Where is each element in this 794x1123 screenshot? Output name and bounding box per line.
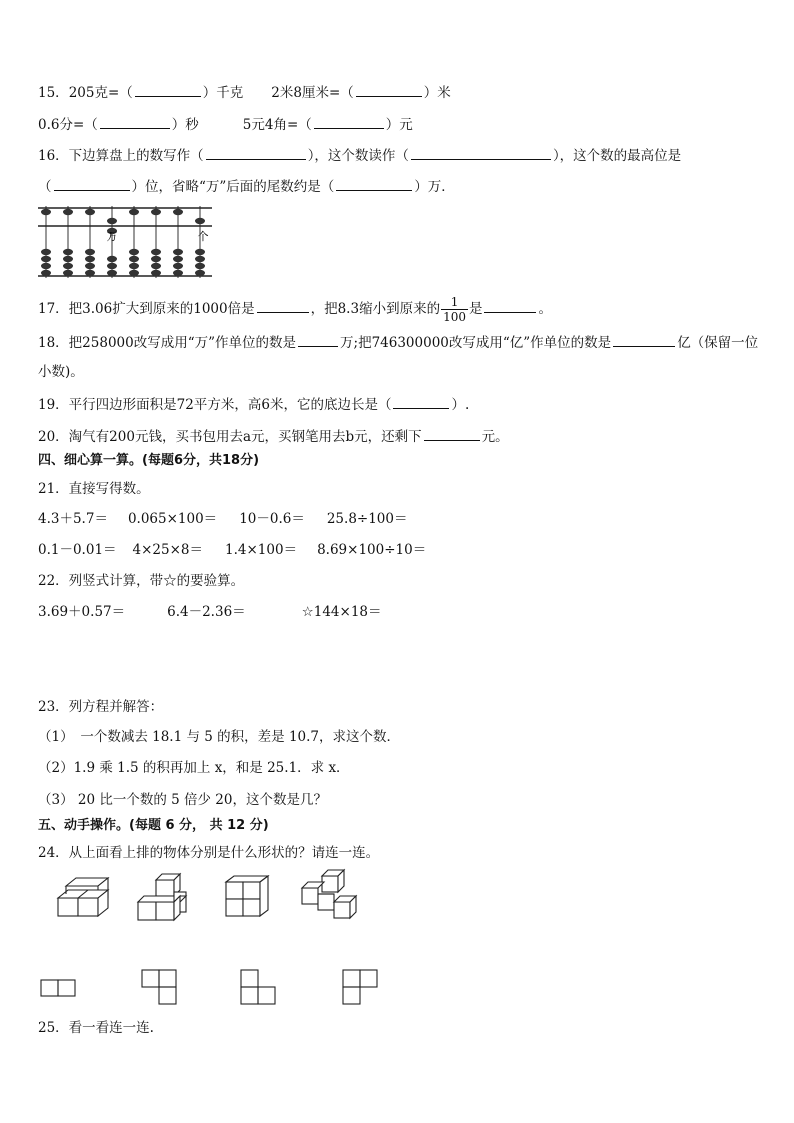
cube-object-2 [138, 874, 186, 920]
q22-row [38, 602, 382, 622]
q23-item-1: （1） 一个数减去 18.1 与 5 的积，差是 10.7，求这个数． [38, 729, 401, 745]
answer-blank[interactable] [356, 82, 422, 97]
q20-line [38, 426, 509, 447]
abacus-bead [129, 270, 139, 276]
abacus-bead [195, 270, 205, 276]
abacus-bead [107, 270, 117, 276]
calc-item: 3.69＋0.57＝ [38, 604, 126, 620]
q15-a-suffix: ）千克 [202, 85, 244, 101]
calc-item: 6.4－2.36＝ [167, 604, 246, 620]
abacus-bead [107, 218, 117, 224]
abacus-bead [129, 209, 139, 215]
abacus-bead [151, 263, 161, 269]
abacus-bead [173, 263, 183, 269]
answer-blank[interactable] [314, 114, 384, 129]
q16-line1 [38, 145, 681, 166]
top-view-shapes-row [38, 966, 382, 1008]
abacus-bead [129, 256, 139, 262]
answer-blank[interactable] [54, 176, 130, 191]
abacus-bead [41, 263, 51, 269]
q18-suffix: 亿（保留一位 [677, 335, 759, 351]
cube-object-3 [226, 876, 268, 916]
q25-title: 25．看一看连一连. [38, 1020, 154, 1036]
abacus-bead [85, 270, 95, 276]
answer-blank[interactable] [424, 426, 480, 441]
top-view-shape-3 [241, 970, 275, 1004]
q15-b-prefix: 2米8厘米=（ [271, 85, 354, 101]
abacus-label-ge: 个 [197, 230, 209, 243]
abacus-bead [85, 256, 95, 262]
answer-blank[interactable] [298, 332, 338, 347]
calc-item: 0.065×100＝ [127, 511, 218, 527]
abacus-bead [85, 249, 95, 255]
abacus-bead [173, 256, 183, 262]
answer-blank[interactable] [613, 332, 675, 347]
abacus-bead [63, 249, 73, 255]
answer-blank[interactable] [336, 176, 412, 191]
abacus-bead [107, 263, 117, 269]
q15-d-prefix: 5元4角=（ [242, 117, 312, 133]
answer-blank[interactable] [484, 298, 536, 313]
calc-item: 10－0.6＝ [239, 511, 305, 527]
fraction-numerator: 1 [450, 295, 459, 309]
abacus-bead [173, 270, 183, 276]
q16-l2-middle: ）位，省略“万”后面的尾数约是（ [131, 179, 335, 195]
q17-suffix-b: 。 [538, 301, 552, 317]
fraction-one-hundredth [441, 295, 468, 324]
answer-blank[interactable] [135, 82, 201, 97]
q15-c-prefix: 0.6分=（ [38, 117, 98, 133]
cube-object-1 [58, 878, 108, 916]
fraction-denominator: 100 [443, 310, 466, 324]
abacus-bead [129, 249, 139, 255]
cube-object-4 [302, 870, 356, 918]
answer-blank[interactable] [393, 394, 449, 409]
q18-prefix: 18．把258000改写成用“万”作单位的数是 [38, 335, 297, 351]
calc-item: 4×25×8＝ [132, 542, 204, 558]
section-four-heading: 四、细心算一算。(每题6分，共18分) [38, 453, 260, 468]
top-view-shape-2 [142, 970, 176, 1004]
abacus-bead [41, 256, 51, 262]
q21-row1 [38, 509, 407, 529]
abacus-bead [173, 249, 183, 255]
abacus-bead [85, 209, 95, 215]
q23-item-2: （2）1.9 乘 1.5 的积再加上 x，和是 25.1．求 x． [38, 760, 350, 776]
abacus-bead [195, 249, 205, 255]
q24-title: 24．从上面看上排的物体分别是什么形状的？请连一连。 [38, 845, 380, 861]
q17-line [38, 292, 552, 328]
q19-suffix: ）. [451, 397, 470, 413]
abacus-label-wan: 万 [106, 230, 118, 243]
abacus-bead [195, 256, 205, 262]
q15-b-suffix: ）米 [423, 85, 451, 101]
q15-a-prefix: 205克=（ [68, 85, 133, 101]
abacus-bead [63, 270, 73, 276]
q18-continuation: 小数)。 [38, 364, 84, 380]
q22-title: 22．列竖式计算，带☆的要验算。 [38, 573, 245, 589]
calc-item: ☆144×18＝ [301, 604, 382, 620]
answer-blank[interactable] [411, 145, 551, 160]
q20-prefix: 20．淘气有200元钱，买书包用去a元，买钢笔用去b元，还剩下 [38, 429, 422, 445]
abacus-bead [41, 249, 51, 255]
q19-line [38, 394, 469, 415]
abacus-bead [63, 263, 73, 269]
abacus-figure [36, 204, 216, 280]
calc-item: 4.3＋5.7＝ [38, 511, 108, 527]
q15-c-suffix: ）秒 [171, 117, 199, 133]
answer-blank[interactable] [100, 114, 170, 129]
top-view-shape-4 [343, 970, 377, 1004]
abacus-bead [41, 209, 51, 215]
cube-figures-row [40, 868, 380, 928]
abacus-bead [195, 263, 205, 269]
abacus-bead [151, 249, 161, 255]
calc-item: 25.8÷100＝ [326, 511, 408, 527]
abacus-bead [151, 270, 161, 276]
q18-line2 [38, 362, 84, 382]
q18-line1 [38, 332, 758, 353]
abacus-bead [85, 263, 95, 269]
abacus-bead [151, 256, 161, 262]
q21-row2 [38, 540, 426, 560]
q15-line2 [38, 114, 413, 135]
q17-suffix-a: 是 [468, 301, 483, 317]
abacus-beads [41, 209, 205, 276]
calc-item: 8.69×100÷10＝ [317, 542, 427, 558]
calc-item: 1.4×100＝ [225, 542, 298, 558]
q15-number: 15． [38, 85, 69, 101]
abacus-bead [173, 209, 183, 215]
q16-l2-prefix: （ [38, 179, 52, 195]
q16-middle: ），这个数读作（ [307, 148, 409, 164]
abacus-bead [63, 256, 73, 262]
q17-prefix: 17．把3.06扩大到原来的1000倍是 [38, 301, 255, 317]
section-five-heading: 五、动手操作。(每题 6 分， 共 12 分) [38, 818, 269, 833]
q17-middle: ，把8.3缩小到原来的 [310, 301, 441, 317]
answer-blank[interactable] [206, 145, 306, 160]
calc-item: 0.1－0.01＝ [38, 542, 117, 558]
q15-line1 [38, 82, 451, 103]
abacus-bead [195, 218, 205, 224]
q16-prefix: 16．下边算盘上的数写作（ [38, 148, 204, 164]
q20-suffix: 元。 [481, 429, 509, 445]
abacus-bead [151, 209, 161, 215]
answer-blank[interactable] [257, 298, 309, 313]
q23-title: 23．列方程并解答： [38, 699, 164, 715]
abacus-bead [129, 263, 139, 269]
q18-middle: 万;把746300000改写成用“亿”作单位的数是 [340, 335, 612, 351]
q16-suffix: ），这个数的最高位是 [552, 148, 682, 164]
q16-line2 [38, 176, 455, 197]
abacus-bead [107, 256, 117, 262]
abacus-bead [41, 270, 51, 276]
abacus-bead [63, 209, 73, 215]
q19-prefix: 19．平行四边形面积是72平方米，高6米，它的底边长是（ [38, 397, 392, 413]
q21-title: 21．直接写得数。 [38, 481, 150, 497]
q16-l2-suffix: ）万． [414, 179, 455, 195]
top-view-shape-1 [41, 980, 75, 996]
q15-d-suffix: ）元 [385, 117, 413, 133]
q23-item-3: （3） 20 比一个数的 5 倍少 20，这个数是几？ [38, 792, 327, 808]
